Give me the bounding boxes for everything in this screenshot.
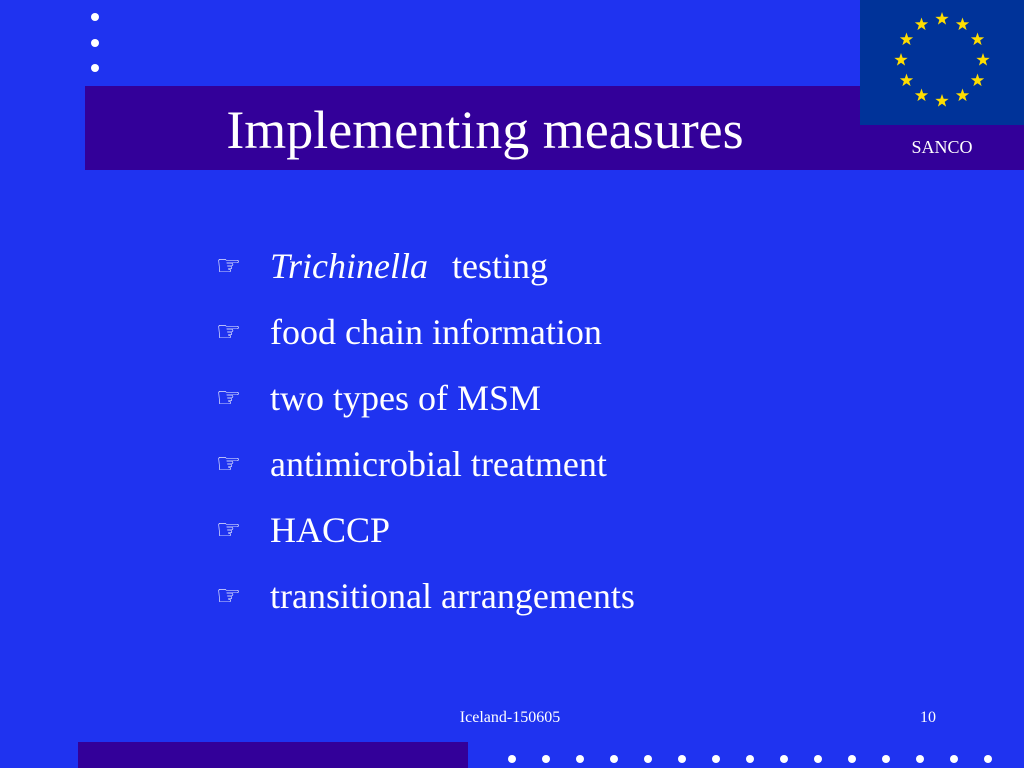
star-icon bbox=[956, 17, 969, 30]
eu-flag-logo bbox=[860, 0, 1024, 125]
bullet-italic-text: Trichinella bbox=[270, 246, 429, 286]
bullet-text: transitional arrangements bbox=[270, 576, 635, 616]
pointing-hand-icon: ☞ bbox=[216, 579, 242, 612]
decorative-dot bbox=[91, 13, 99, 21]
decorative-dot bbox=[712, 755, 720, 763]
star-icon bbox=[956, 89, 969, 102]
list-item bbox=[216, 244, 635, 310]
decorative-dot bbox=[882, 755, 890, 763]
list-item bbox=[216, 574, 635, 640]
decorative-dot bbox=[746, 755, 754, 763]
pointing-hand-icon: ☞ bbox=[216, 315, 242, 348]
star-icon bbox=[971, 33, 984, 46]
decorative-dot bbox=[916, 755, 924, 763]
bullet-text: testing bbox=[452, 246, 549, 286]
star-icon bbox=[935, 12, 948, 25]
decorative-dot bbox=[984, 755, 992, 763]
decorative-dot bbox=[644, 755, 652, 763]
decorative-dot bbox=[678, 755, 686, 763]
decorative-dot bbox=[780, 755, 788, 763]
bullet-text: antimicrobial treatment bbox=[270, 444, 607, 484]
list-item bbox=[216, 508, 635, 574]
star-icon bbox=[935, 94, 948, 107]
star-icon bbox=[976, 53, 989, 66]
decorative-dot bbox=[814, 755, 822, 763]
decorative-dot bbox=[950, 755, 958, 763]
decorative-dot bbox=[542, 755, 550, 763]
list-item bbox=[216, 310, 635, 376]
list-item bbox=[216, 376, 635, 442]
decorative-dot bbox=[91, 64, 99, 72]
page-number: 10 bbox=[920, 709, 936, 726]
decorative-dot bbox=[91, 39, 99, 47]
bullet-text: two types of MSM bbox=[270, 378, 542, 418]
slide-title: Implementing measures bbox=[226, 100, 744, 160]
star-icon bbox=[971, 74, 984, 87]
decorative-dot bbox=[508, 755, 516, 763]
bullet-list bbox=[216, 244, 635, 640]
star-icon bbox=[900, 74, 913, 87]
decorative-dot bbox=[576, 755, 584, 763]
list-item bbox=[216, 442, 635, 508]
pointing-hand-icon: ☞ bbox=[216, 513, 242, 546]
pointing-hand-icon: ☞ bbox=[216, 249, 242, 282]
pointing-hand-icon: ☞ bbox=[216, 447, 242, 480]
pointing-hand-icon: ☞ bbox=[216, 381, 242, 414]
footer-band bbox=[78, 742, 468, 768]
decorative-dot bbox=[610, 755, 618, 763]
star-icon bbox=[900, 33, 913, 46]
star-icon bbox=[915, 17, 928, 30]
bullet-text: food chain information bbox=[270, 312, 602, 352]
footer-text: Iceland-150605 bbox=[459, 709, 561, 726]
decorative-dot bbox=[848, 755, 856, 763]
star-icon bbox=[915, 89, 928, 102]
bullet-text: HACCP bbox=[270, 510, 391, 550]
logo-label: SANCO bbox=[911, 137, 973, 157]
eu-stars-icon bbox=[860, 0, 1024, 125]
star-icon bbox=[894, 53, 907, 66]
